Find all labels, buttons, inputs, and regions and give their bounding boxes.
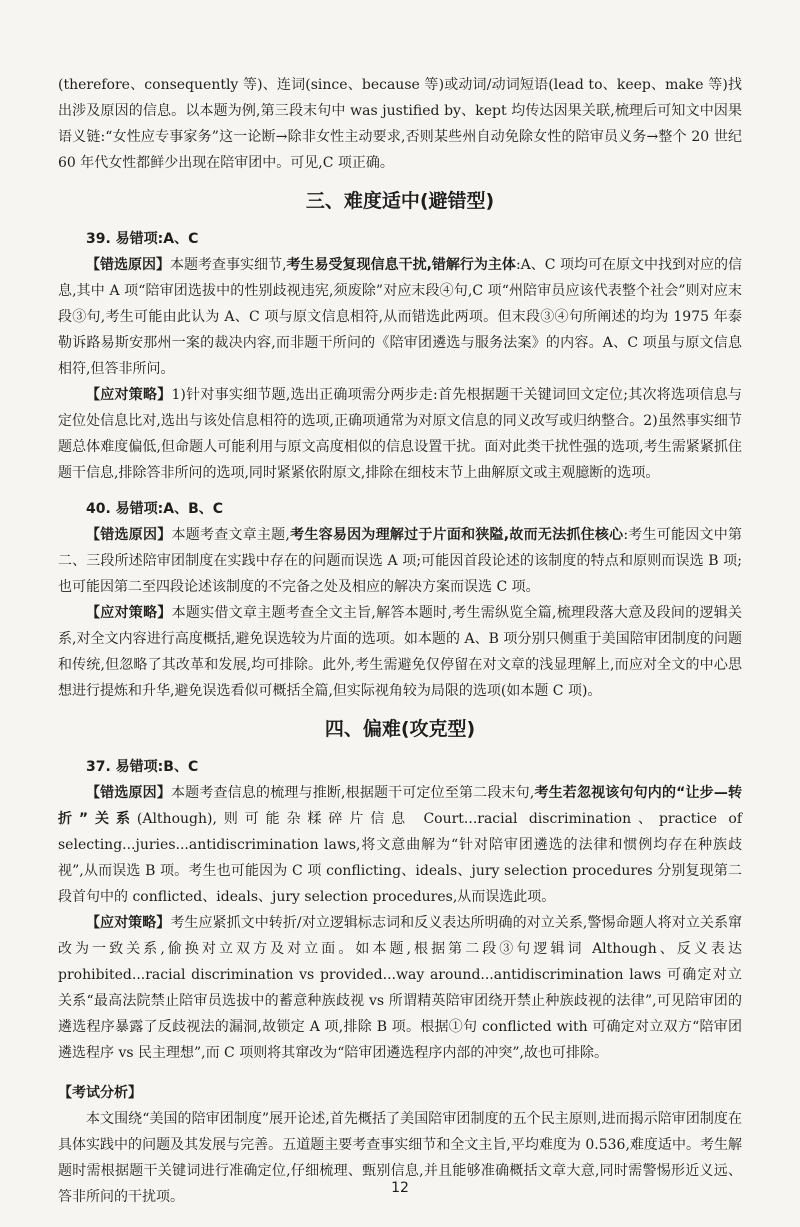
q39-title: 39. 易错项:A、C [86,231,199,247]
page-number: 12 [391,1180,409,1196]
q39-reason-bold: 考生易受复现信息干扰,错解行为主体 [286,257,516,273]
q37-reason-bold: 考生若忽视该句句内的“让步—转折”关系 [58,785,743,827]
q37-strategy-tag: 【应对策略】 [86,915,171,931]
q39-strategy-paragraph [58,382,742,486]
q37-reason-post: (Although),则可能杂糅碎片信息 Court...racial discrimination、practice of selecting...juries...antidiscrimination laws,将文意曲解为“针对陪审团遴选的法律和惯例均存在种族歧视”,从而误选 B 项。考生也可能因为 C 项 conflicting、ideals、jury selection procedures 分别复现第二段首句中的 conflicted、ideals、jury selection procedures,从而误选此项。 [58,811,742,905]
exam-analysis-heading: 【考试分析】 [58,1085,142,1101]
q40-strategy-tag: 【应对策略】 [86,605,172,621]
q37-reason-tag: 【错选原因】 [86,785,172,801]
q39-reason-pre: 本题考查事实细节, [170,257,287,273]
q39-strategy-tag: 【应对策略】 [86,387,172,403]
q40-strategy-text: 本题实借文章主题考查全文主旨,解答本题时,考生需纵览全篇,梳理段落大意及段间的逻辑关系,对全文内容进行高度概括,避免误选较为片面的选项。如本题的 A、B 项分别只侧重于美国陪审团制度的问题和传统,但忽略了其改革和发展,均可排除。此外,考生需避免仅停留在对文章的浅显理解上,而应对全文的中心思想进行提炼和升华,避免误选看似可概括全篇,但实际视角较为局限的选项(如本题 C 项)。 [58,605,743,699]
section-title-hard: 四、偏难(攻克型) [324,718,476,740]
q39-reason-tag: 【错选原因】 [86,257,171,273]
q40-reason-post: :考生可能因文中第二、三段所述陪审团制度在实践中存在的问题而误选 A 项;可能因首段论述的该制度的特点和原则而误选 B 项;也可能因第二至四段论述该制度的不完备之处及相应的解决方案而误选 C 项。 [58,527,743,595]
q37-title: 37. 易错项:B、C [86,759,199,775]
q40-reason-paragraph [58,522,742,600]
q39-strategy-text: 1)针对事实细节题,选出正确项需分两步走:首先根据题干关键词回文定位;其次将选项信息与定位处信息比对,选出与该处信息相符的选项,正确项通常为对原文信息的同义改写或归纳整合。2)虽然事实细节题总体难度偏低,但命题人可能利用与原文高度相似的信息设置干扰。面对此类干扰性强的选项,考生需紧紧抓住题干信息,排除答非所问的选项,同时紧紧依附原文,排除在细枝末节上曲解原文或主观臆断的选项。 [58,387,742,481]
content-column [58,72,742,1210]
q40-reason-tag: 【错选原因】 [86,527,172,543]
q37-reason-pre: 本题考查信息的梳理与推断,根据题干可定位至第二段末句, [171,785,535,801]
q37-strategy-text: 考生应紧抓文中转折/对立逻辑标志词和反义表达所明确的对立关系,警惕命题人将对立关系窜改为一致关系,偷换对立双方及对立面。如本题,根据第二段③句逻辑词 Although、反义表达 prohibited...racial discrimination vs provided...way around...antidiscrimination laws 可确定对立关系“最高法院禁止陪审员选拔中的蓄意种族歧视 vs 所谓精英陪审团绕开禁止种族歧视的法律”,可见陪审团的遴选程序暴露了反歧视法的漏洞,故锁定 A 项,排除 B 项。根据①句 conflicted with 可确定对立双方“陪审团遴选程序 vs 民主理想”,而 C 项则将其窜改为“陪审团遴选程序内部的冲突”,故也可排除。 [58,915,743,1061]
exam-analysis-paragraph: 本文围绕“美国的陪审团制度”展开论述,首先概括了美国陪审团制度的五个民主原则,进而揭示陪审团制度在具体实践中的问题及其发展与完善。五道题主要考查事实细节和全文主旨,平均难度为 0.536,难度适中。考生解题时需根据题干关键词进行准确定位,仔细梳理、甄别信息,并且能够准确概括文章大意,同时需警惕形近义远、答非所问的干扰项。 [58,1111,742,1205]
section-title-moderate: 三、难度适中(避错型) [305,190,495,212]
q39-reason-post: :A、C 项均可在原文中找到对应的信息,其中 A 项“陪审团选拔中的性别歧视违宪,须废除”对应末段④句,C 项“州陪审员应该代表整个社会”则对应末段③句,考生可能由此认为 A、C 项与原文信息相符,从而错选此两项。但末段③④句所阐述的均为 1975 年泰勒诉路易斯安那州一案的裁决内容,而非题干所问的《陪审团遴选与服务法案》的内容。A、C 项虽与原文信息相符,但答非所问。 [58,257,742,377]
q37-reason-paragraph [58,780,742,910]
q40-reason-pre: 本题考查文章主题, [171,527,290,543]
q37-strategy-paragraph [58,910,742,1066]
q40-reason-bold: 考生容易因为理解过于片面和狭隘,故而无法抓住核心 [289,527,624,543]
q39-reason-paragraph [58,252,742,382]
q40-strategy-paragraph [58,600,742,704]
q40-title: 40. 易错项:A、B、C [86,501,224,517]
intro-paragraph: (therefore、consequently 等)、连词(since、because 等)或动词/动词短语(lead to、keep、make 等)找出涉及原因的信息。以本题为例,第三段末句中 was justified by、kept 均传达因果关联,梳理后可知文中因果语义链:“女性应专事家务”这一论断→除非女性主动要求,否则某些州自动免除女性的陪审员义务→整个 20 世纪 60 年代女性都鲜少出现在陪审团中。可见,C 项正确。 [58,77,742,171]
